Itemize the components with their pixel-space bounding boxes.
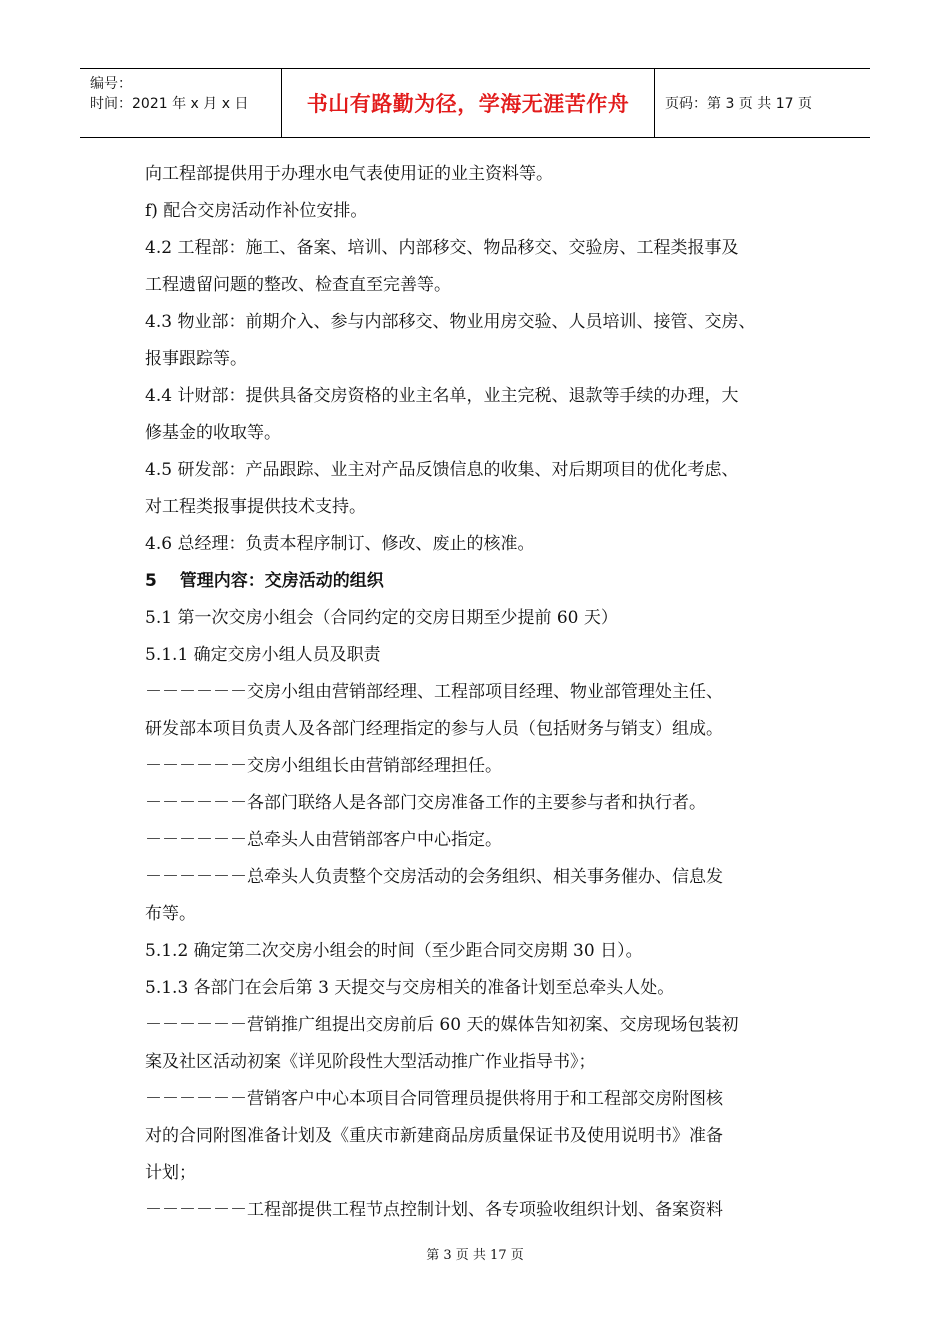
header-page-info: 页码：第 3 页 共 17 页	[665, 96, 812, 112]
body-line: 向工程部提供用于办理水电气表使用证的业主资料等。	[145, 164, 553, 184]
body-line: 对的合同附图准备计划及《重庆市新建商品房质量保证书及使用说明书》准备	[145, 1126, 723, 1146]
body-line: 工程遗留问题的整改、检查直至完善等。	[145, 275, 451, 295]
body-line: 5.1.2 确定第二次交房小组会的时间（至少距合同交房期 30 日）。	[145, 941, 643, 961]
header-motto-cell	[282, 69, 655, 137]
body-line: －－－－－－营销推广组提出交房前后 60 天的媒体告知初案、交房现场包装初	[145, 1015, 739, 1035]
body-line: －－－－－－交房小组组长由营销部经理担任。	[145, 756, 502, 776]
body-line: －－－－－－交房小组由营销部经理、工程部项目经理、物业部管理处主任、	[145, 682, 723, 702]
body-line: －－－－－－总牵头人负责整个交房活动的会务组织、相关事务催办、信息发	[145, 867, 723, 887]
header-motto: 书山有路勤为径，学海无涯苦作舟	[306, 92, 630, 116]
header-page-cell	[655, 69, 870, 137]
body-line: 5.1.1 确定交房小组人员及职责	[145, 645, 381, 665]
body-line: 4.6 总经理：负责本程序制订、修改、废止的核准。	[145, 534, 535, 554]
body-line: 案及社区活动初案《详见阶段性大型活动推广作业指导书》；	[145, 1052, 596, 1072]
body-line: 计划；	[145, 1163, 196, 1183]
document-date-label: 时间：2021 年 x 月 x 日	[90, 96, 249, 112]
page-footer	[0, 1244, 950, 1263]
body-line: －－－－－－营销客户中心本项目合同管理员提供将用于和工程部交房附图核	[145, 1089, 723, 1109]
body-line: 4.2 工程部：施工、备案、培训、内部移交、物品移交、交验房、工程类报事及	[145, 238, 739, 258]
document-body	[145, 156, 835, 1229]
body-line: 研发部本项目负责人及各部门经理指定的参与人员（包括财务与销支）组成。	[145, 719, 723, 739]
document-number-label: 编号：	[90, 76, 132, 92]
body-line: 4.4 计财部：提供具备交房资格的业主名单，业主完税、退款等手续的办理，大	[145, 386, 739, 406]
body-line: 5.1.3 各部门在会后第 3 天提交与交房相关的准备计划至总牵头人处。	[145, 978, 675, 998]
footer-page-number: 第 3 页 共 17 页	[426, 1248, 524, 1263]
header-meta-cell	[80, 69, 282, 137]
body-line: 4.5 研发部：产品跟踪、业主对产品反馈信息的收集、对后期项目的优化考虑、	[145, 460, 739, 480]
body-line: 报事跟踪等。	[145, 349, 247, 369]
body-line: 5.1 第一次交房小组会（合同约定的交房日期至少提前 60 天）	[145, 608, 618, 628]
body-line: －－－－－－总牵头人由营销部客户中心指定。	[145, 830, 502, 850]
body-line: f) 配合交房活动作补位安排。	[145, 201, 368, 221]
body-line: 修基金的收取等。	[145, 423, 281, 443]
body-line: 对工程类报事提供技术支持。	[145, 497, 366, 517]
section-heading: 5 管理内容：交房活动的组织	[145, 571, 384, 591]
body-line: －－－－－－工程部提供工程节点控制计划、各专项验收组织计划、备案资料	[145, 1200, 723, 1220]
body-line: 4.3 物业部：前期介入、参与内部移交、物业用房交验、人员培训、接管、交房、	[145, 312, 756, 332]
body-line: 布等。	[145, 904, 196, 924]
page-header	[80, 68, 870, 138]
body-line: －－－－－－各部门联络人是各部门交房准备工作的主要参与者和执行者。	[145, 793, 706, 813]
